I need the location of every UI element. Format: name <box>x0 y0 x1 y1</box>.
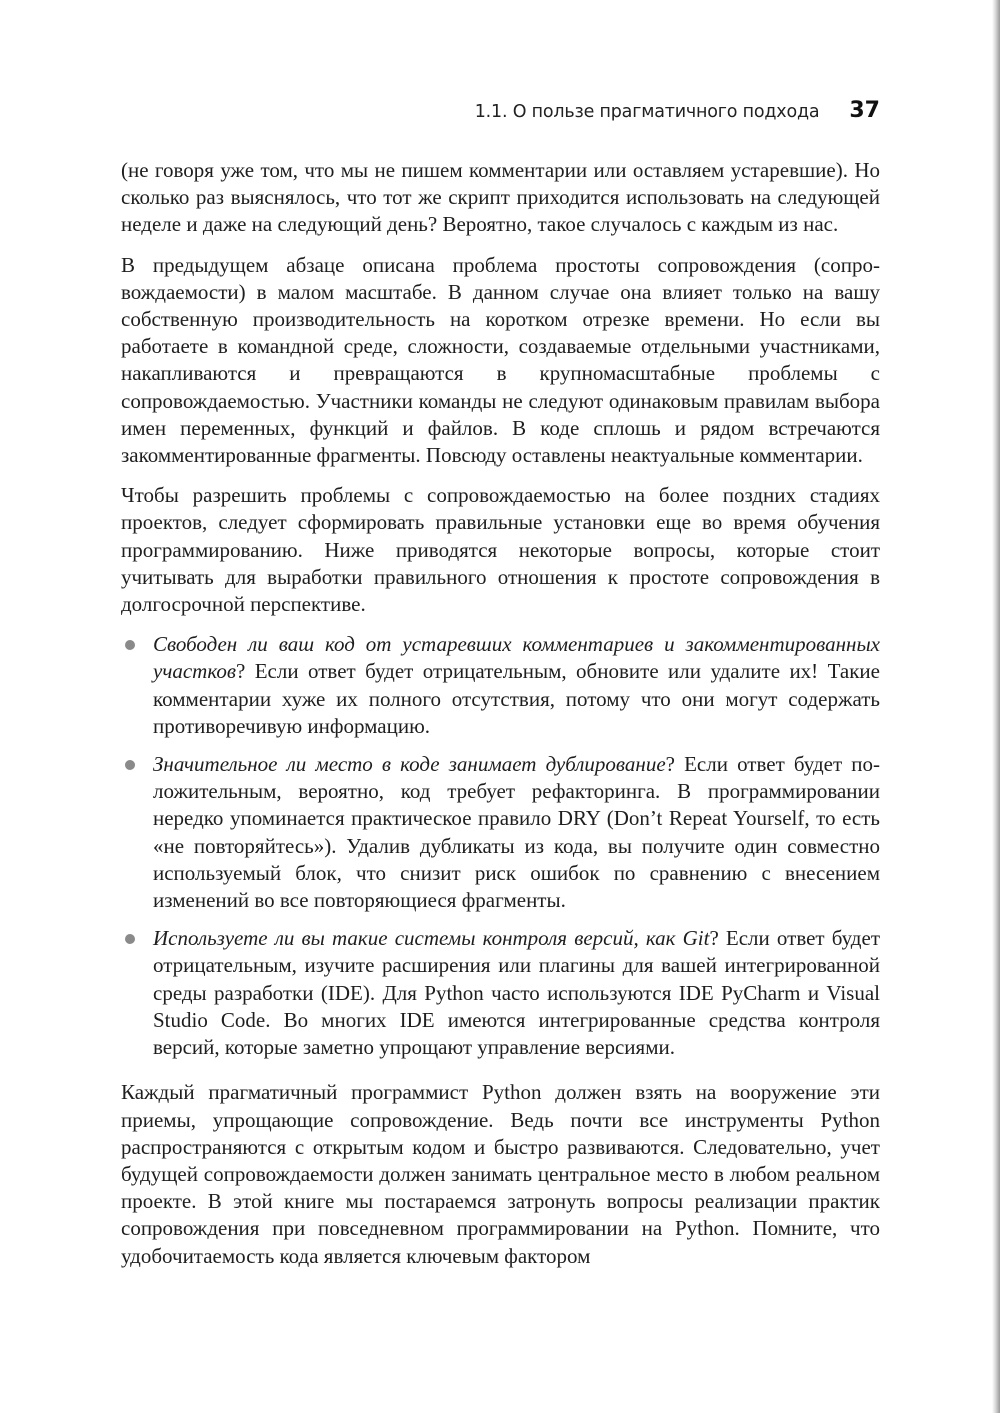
list-item <box>121 631 880 740</box>
page-body <box>121 157 880 1283</box>
list-item <box>121 925 880 1061</box>
paragraph-1: (не говоря уже том, что мы не пишем комментарии или оставляем устаревшие). Но сколько раз выяснялось, что тот же скрипт приходится использовать на следующей неделе и даже на следующий день? Вероятно, такое случалось с каждым из нас. <box>121 158 880 237</box>
bullet-icon <box>125 934 135 944</box>
list-item-question: Значительное ли место в коде занимает дублирование <box>153 752 666 777</box>
paragraph-3: Чтобы разрешить проблемы с сопровождаемостью на более поздних стадиях проектов, следует сформировать правильные установки еще во время обучения программированию. Ниже приводятся некоторые вопросы, которые стоит учитывать для выработки правильного отношения к простоте сопровождения в долгосрочной перспективе. <box>121 483 880 617</box>
question-list <box>121 631 880 1061</box>
running-header <box>120 98 880 123</box>
paragraph-2: В предыдущем абзаце описана проблема простоты сопровождения (сопровождаемости) в малом масштабе. В данном случае она влияет только на вашу собственную производительность на коротком отрезке времени. Но если вы работаете в командной среде, сложности, создаваемые отдельными участниками, накапливаются и превращаются в крупномасштабные проблемы с сопровождаемостью. Участники команды не следуют одинаковым правилам выбора имен переменных, функций и файлов. В коде сплошь и рядом встречаются закомментированные фрагменты. Повсюду оставлены неактуальные комментарии. <box>121 252 880 468</box>
page-edge-shadow <box>992 0 1000 1413</box>
list-item-text: ? Если ответ будет положительным, вероятно, код требует рефакторинга. В программировании нередко упоминается практическое правило DRY (Don’t Repeat Yourself, то есть «не повторяйтесь»). Удалив дубликаты из кода, вы получите один совместно используемый блок, что снизит риск ошибок по сравнению с внесением изменений во все повторяющиеся фрагменты. <box>153 752 880 913</box>
bullet-icon <box>125 760 135 770</box>
closing-paragraph: Каждый прагматичный программист Python должен взять на вооружение эти приемы, упрощающие сопровождение. Ведь почти все инструменты Python распространяются с открытым кодом и быстро развиваются. Следовательно, учет будущей сопровождаемости должен занимать центральное место в любом реальном проекте. В этой книге мы постараемся затронуть вопросы реализации практик сопровождения при повседневном программировании на Python. Помните, что удобочитаемость кода является ключевым фактором <box>121 1080 880 1268</box>
running-title: 1.1. О пользе прагматичного подхода <box>474 102 820 122</box>
list-item-question: Свободен ли ваш код от устаревших комментариев и закомментированных участков <box>153 632 880 684</box>
page-number: 37 <box>849 98 880 123</box>
list-item-text: ? Если ответ будет отрицательным, обновите или удалите их! Такие комментарии хуже их полного отсутствия, потому что они могут содержать противоречивую информацию. <box>153 659 880 738</box>
bullet-icon <box>125 640 135 650</box>
list-item-text: ? Если ответ будет отрицательным, изучите расширения или плагины для вашей интегрированной среды разработки (IDE). Для Python часто используются IDE PyCharm и Visual Studio Code. Во многих IDE имеются интегрированные средства контроля версий, которые заметно упрощают управление версиями. <box>153 926 880 1060</box>
list-item-question: Используете ли вы такие системы контроля версий, как Git <box>153 926 710 951</box>
list-item <box>121 751 880 914</box>
